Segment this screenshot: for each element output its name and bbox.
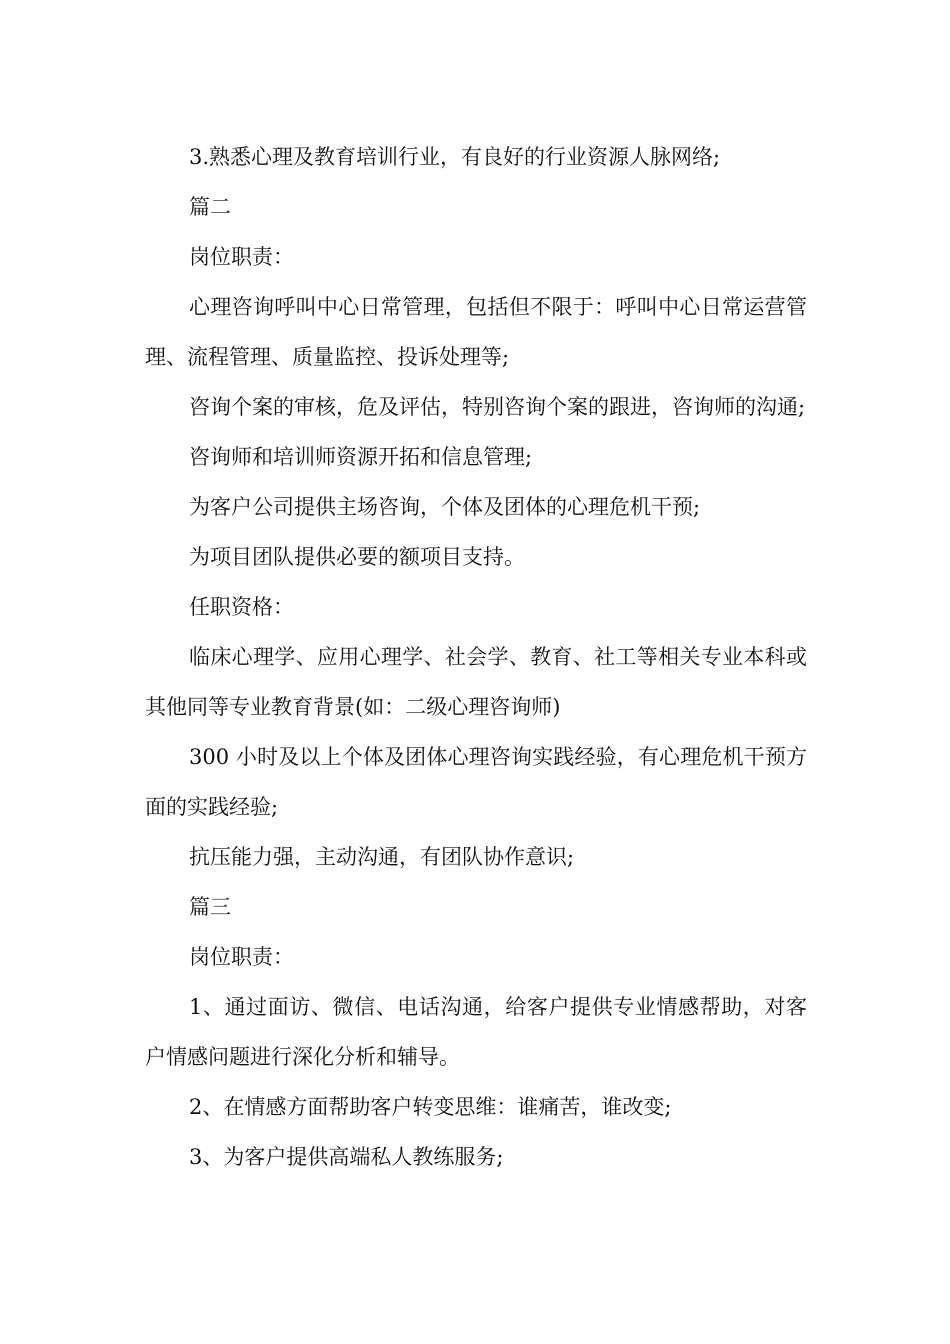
paragraph: 1、通过面访、微信、电话沟通，给客户提供专业情感帮助，对客户情感问题进行深化分析和辅导。 [145,995,807,1069]
paragraph: 咨询个案的审核，危及评估，特别咨询个案的跟进，咨询师的沟通; [189,395,806,419]
subheading: 任职资格： [189,595,294,619]
paragraph: 3.熟悉心理及教育培训行业，有良好的行业资源人脉网络; [189,145,721,169]
paragraph: 临床心理学、应用心理学、社会学、教育、社工等相关专业本科或其他同等专业教育背景(如：二级心理咨询师) [145,645,807,719]
subheading: 岗位职责： [189,245,294,269]
document-body [145,132,807,1182]
paragraph: 心理咨询呼叫中心日常管理，包括但不限于：呼叫中心日常运营管理、流程管理、质量监控、投诉处理等; [145,295,807,369]
paragraph: 2、在情感方面帮助客户转变思维：谁痛苦，谁改变; [189,1095,672,1119]
section-heading: 篇二 [189,195,231,219]
paragraph: 咨询师和培训师资源开拓和信息管理; [189,445,533,469]
paragraph: 抗压能力强，主动沟通，有团队协作意识; [189,845,575,869]
paragraph: 3、为客户提供高端私人教练服务; [189,1145,504,1169]
section-heading: 篇三 [189,895,231,919]
paragraph: 为项目团队提供必要的额项目支持。 [189,545,525,569]
subheading: 岗位职责： [189,945,294,969]
paragraph: 300 小时及以上个体及团体心理咨询实践经验，有心理危机干预方面的实践经验; [145,745,807,819]
paragraph: 为客户公司提供主场咨询，个体及团体的心理危机干预; [189,495,701,519]
